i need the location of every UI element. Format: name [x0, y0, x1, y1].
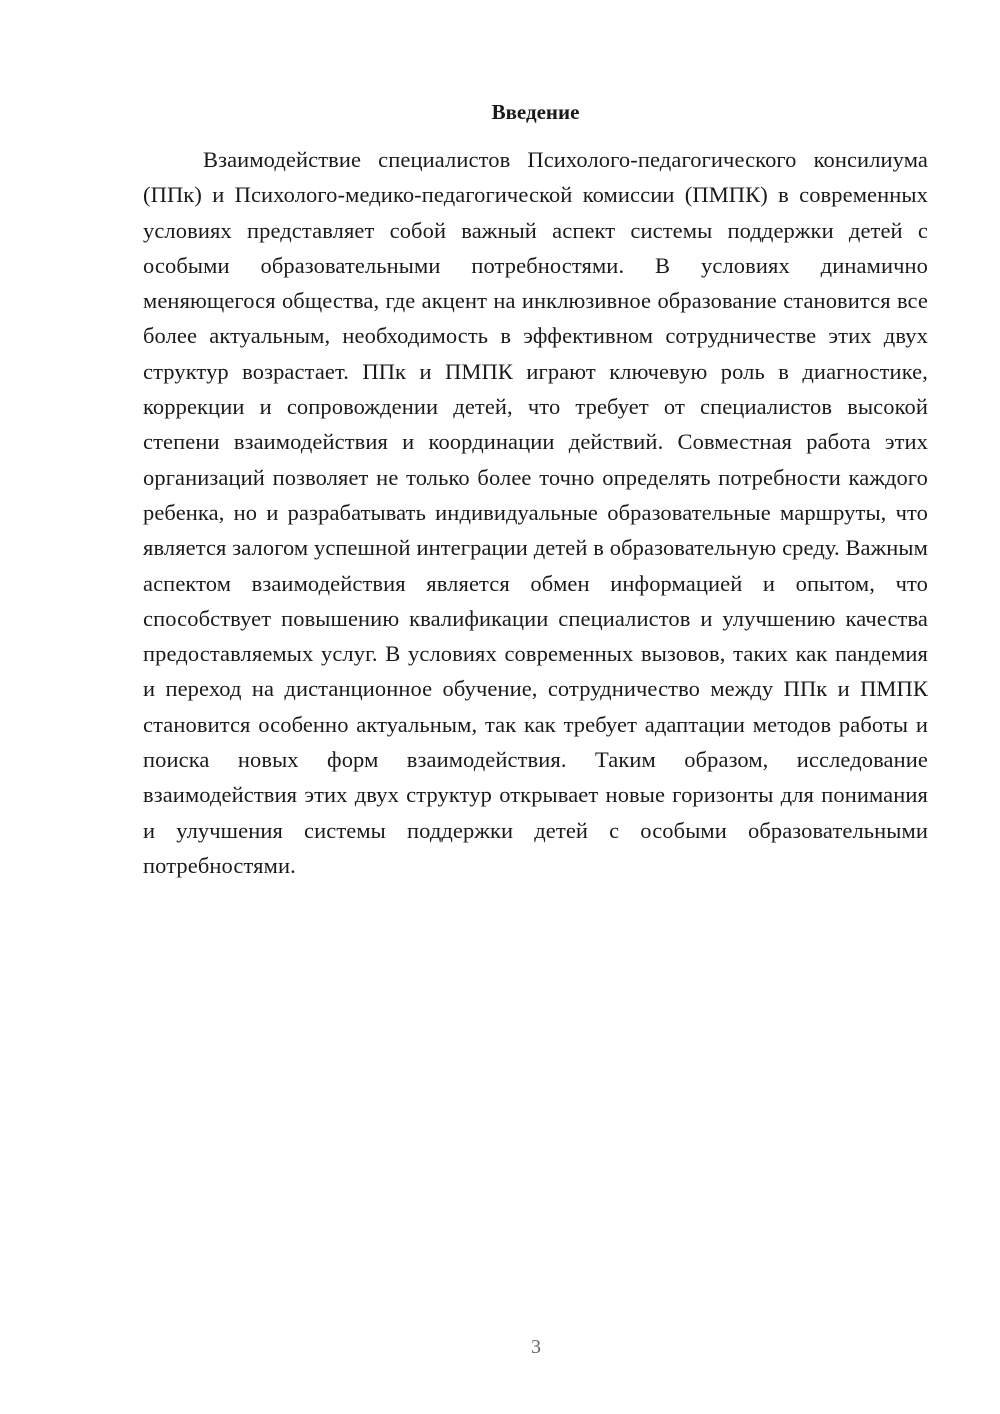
body-paragraph: Взаимодействие специалистов Психолого-педагогического консилиума (ППк) и Психолого-медико-педагогической комиссии (ПМПК) в современных условиях представляет собой важный аспект системы поддержки детей с особыми образовательными потребностями. В условиях динамично меняющегося общества, где акцент на инклюзивное образование становится все более актуальным, необходимость в эффективном сотрудничестве этих двух структур возрастает. ППк и ПМПК играют ключевую роль в диагностике, коррекции и сопровождении детей, что требует от специалистов высокой степени взаимодействия и координации действий. Совместная работа этих организаций позволяет не только более точно определять потребности каждого ребенка, но и разрабатывать индивидуальные образовательные маршруты, что является залогом успешной интеграции детей в образовательную среду. Важным аспектом взаимодействия является обмен информацией и опытом, что способствует повышению квалификации специалистов и улучшению качества предоставляемых услуг. В условиях современных вызовов, таких как пандемия и переход на дистанционное обучение, сотрудничество между ППк и ПМПК становится особенно актуальным, так как требует адаптации методов работы и поиска новых форм взаимодействия. Таким образом, исследование взаимодействия этих двух структур открывает новые горизонты для понимания и улучшения системы поддержки детей с особыми образовательными потребностями.: [143, 147, 928, 878]
page-number: 3: [531, 1336, 541, 1358]
page-title: Введение: [491, 100, 580, 124]
